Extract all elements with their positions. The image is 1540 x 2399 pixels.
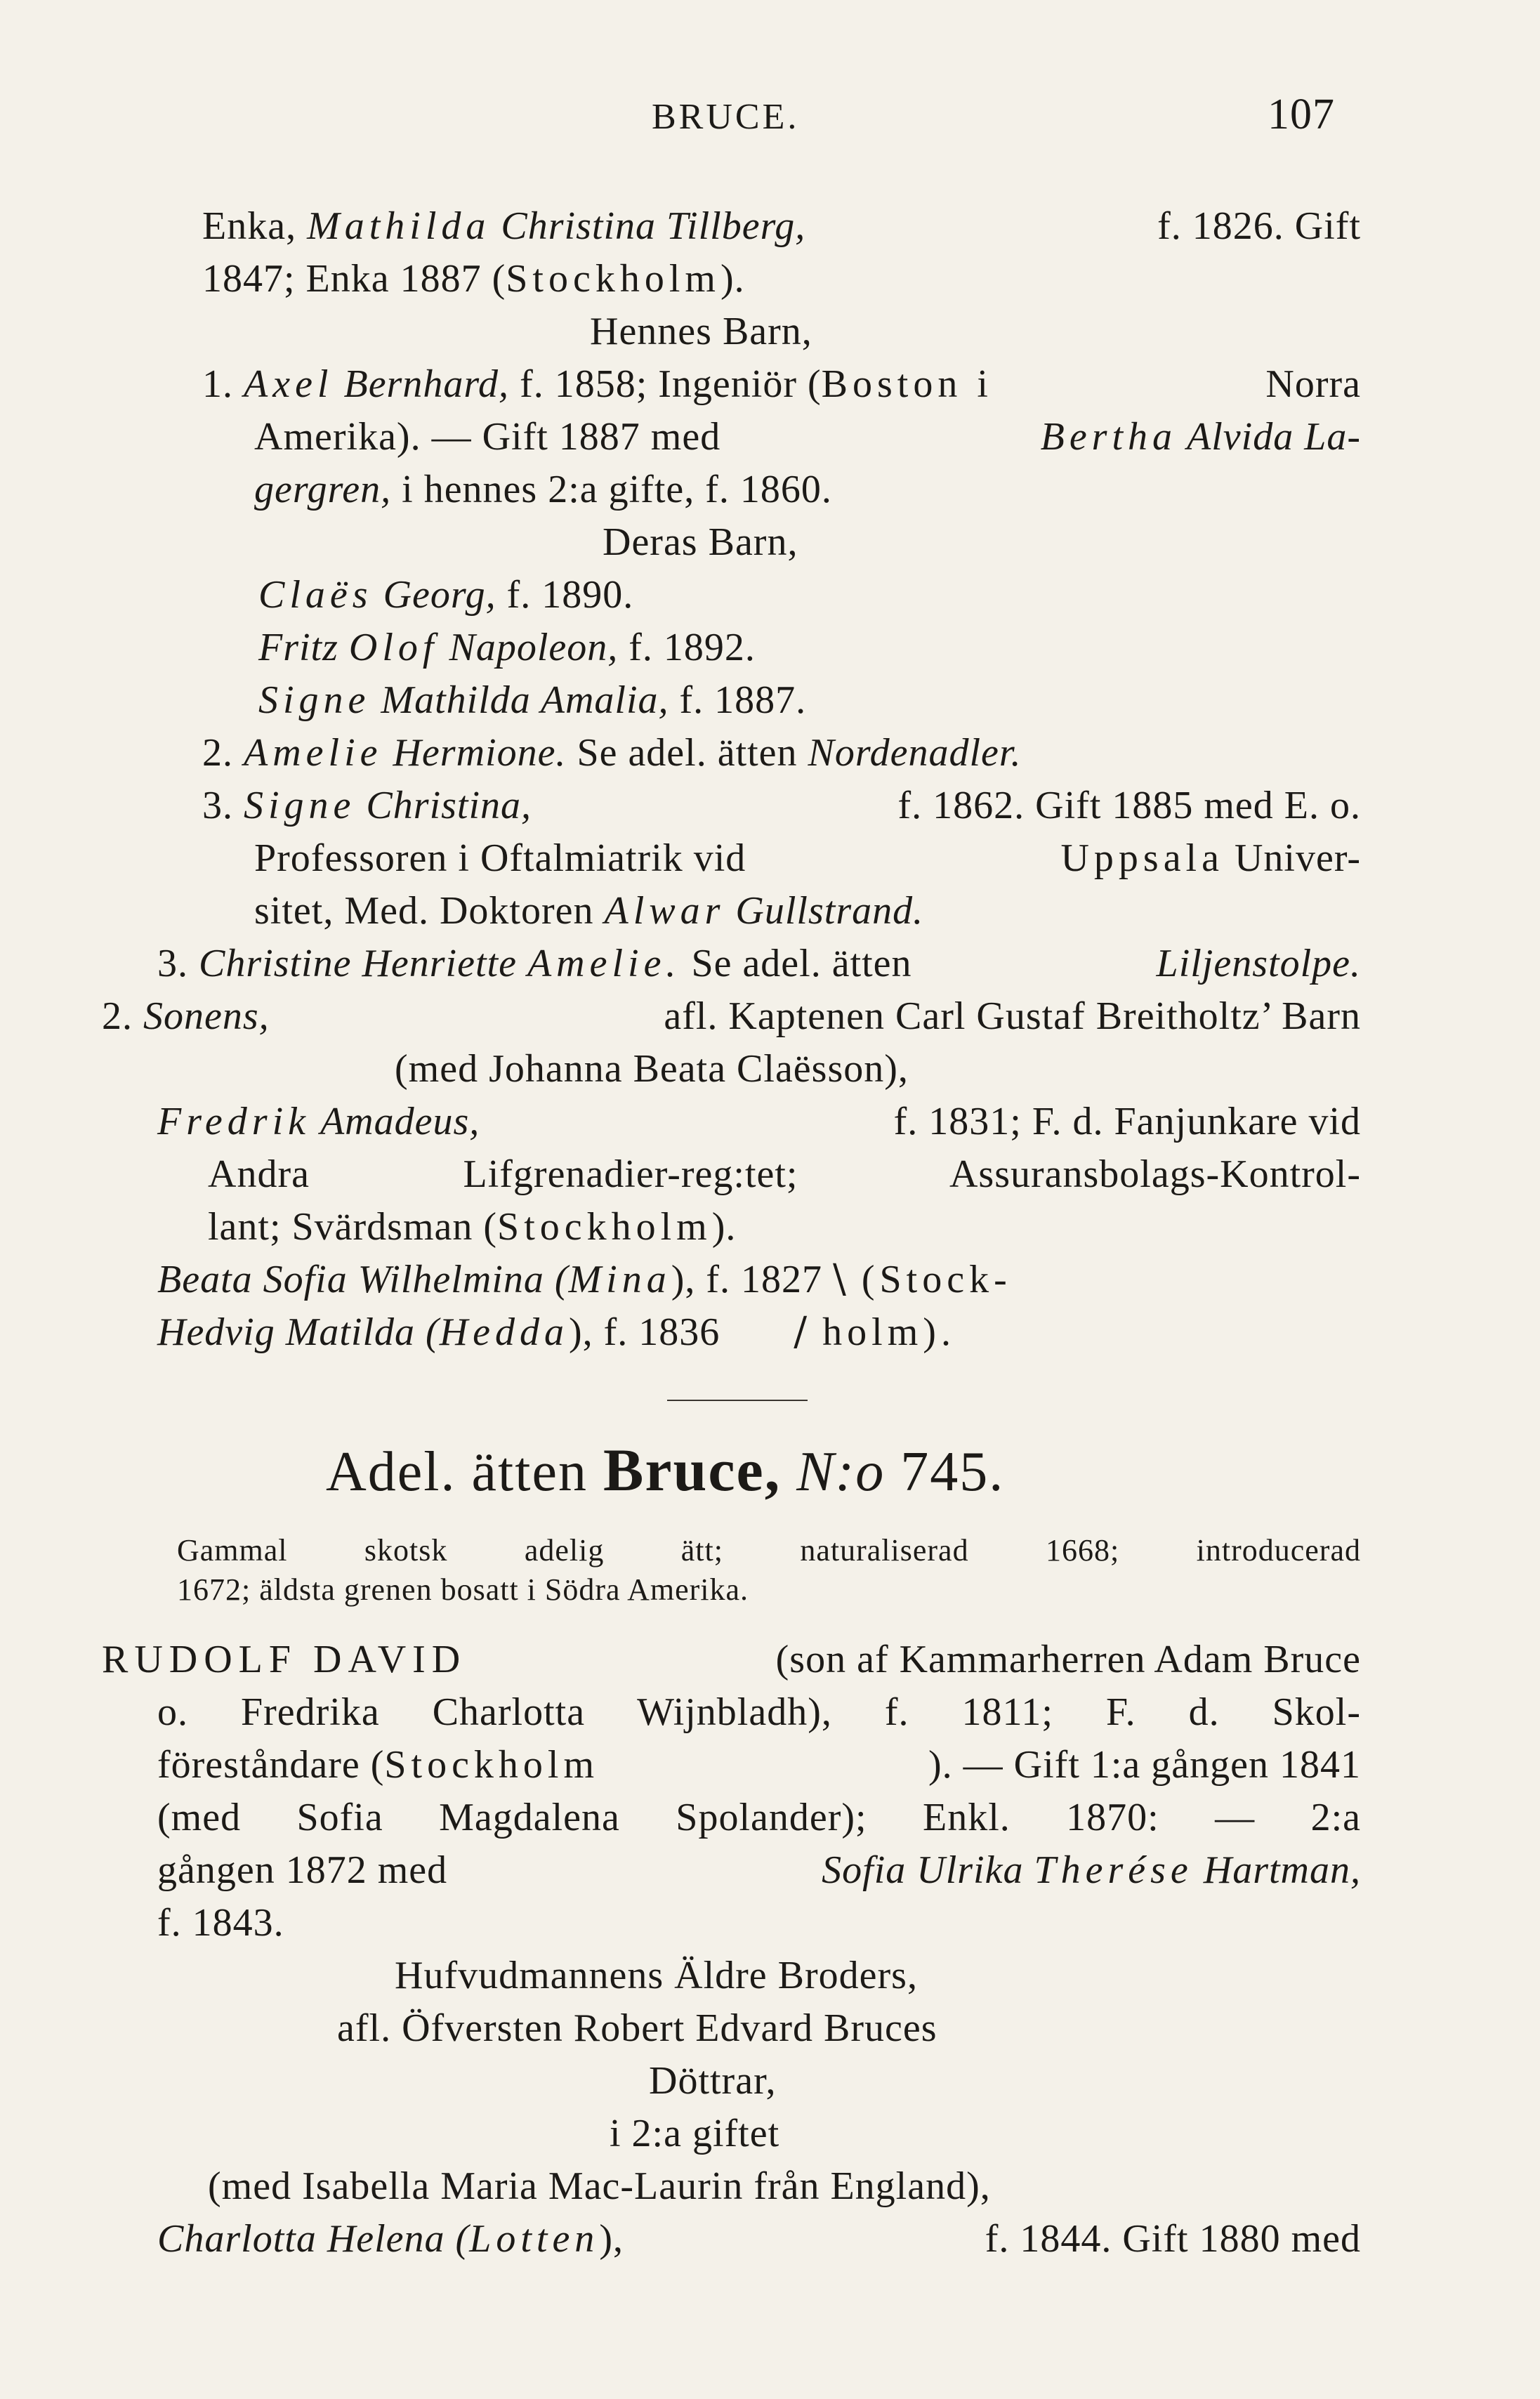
body-line-4: (med Sofia Magdalena Spolander); Enkl. 1870: — 2:a [157,1796,1361,1839]
text-span: f. 1826. Gift [1157,204,1361,248]
text-line-18 [157,1097,1361,1146]
text-span: ), [599,2217,624,2261]
text-span: ), [568,1310,593,1354]
text-span: f. 1836 [593,1310,731,1354]
place-span: Boston i [821,362,993,406]
text-span: ), [671,1258,696,1301]
text-span: ). — Gift 1:a gången 1841 [928,1743,1361,1787]
heading-text: Adel. ätten [326,1441,603,1503]
text-span: (son af Kammarherren Adam Bruce [775,1638,1361,1681]
name-span: Alwar [604,889,725,933]
text-span: i hennes 2:a gifte, f. 1860. [391,468,832,511]
name-span: Amelie [244,731,383,775]
body-line-10: i 2:a giftet [610,2112,780,2155]
text-span: f. 1858; Ingeniör ( [509,362,822,406]
text-span: f. 1827 [695,1258,834,1301]
name-span: Claës [258,573,373,617]
text-line-13 [254,834,1361,883]
text-line-22 [157,1308,956,1357]
text-line-11 [202,728,1021,777]
text-span: Amerika). — Gift 1887 med [254,415,721,459]
text-span: 2. [102,994,143,1038]
name-span: Christina, [355,784,532,827]
body-line-8: afl. Öfversten Robert Edvard Bruces [337,2006,937,2050]
name-span: Christine Henriette [199,942,527,985]
text-line-1 [202,202,1361,251]
text-span: afl. Kaptenen Carl Gustaf Breitholtz’ Barn [664,994,1361,1038]
text-line-5 [254,412,1361,461]
text-span: Norra [1265,362,1361,406]
text-line-7: Deras Barn, [603,520,798,564]
name-span: Hartman, [1192,1848,1361,1892]
section-divider [667,1400,808,1401]
body-line-5 [157,1846,1361,1895]
text-line-2 [202,254,745,303]
text-span: 3. [202,784,244,827]
text-span: Se adel. ätten [566,731,808,775]
text-span: gången 1872 med [157,1848,448,1892]
place-span: Stockholm [497,1205,712,1249]
text-span: sitet, Med. Doktoren [254,889,605,933]
heading-number: 745. [885,1441,1005,1503]
text-line-16 [102,992,1361,1041]
name-span: Mathilda Amalia, [370,678,669,722]
place-span: Stockholm [506,257,720,301]
text-span: f. 1887. [669,678,807,722]
text-line-6 [254,465,832,514]
name-span: Bertha [1040,415,1178,459]
text-span: Se adel. ätten [680,942,912,985]
body-line-12 [157,2214,1361,2263]
name-span: Hedda [439,1310,569,1354]
text-line-21 [157,1255,1012,1304]
text-line-8 [258,570,633,619]
text-span: föreståndare ( [157,1743,385,1787]
section-intro-2: 1672; äldsta grenen bosatt i Södra Amerika. [177,1572,749,1607]
name-span: Charlotta Helena ( [157,2217,470,2261]
body-line-11: (med Isabella Maria Mac-Laurin från England), [208,2164,991,2208]
text-span: 1847; Enka 1887 ( [202,257,506,301]
place-span: holm). [808,1310,956,1354]
name-span: Lotten [469,2217,600,2261]
name-span: Amelie. [527,942,681,985]
text-span: f. 1890. [496,573,634,617]
body-line-3 [157,1740,1361,1789]
text-line-14 [254,886,923,935]
text-span: f. 1831; F. d. Fanjunkare vid [893,1100,1361,1143]
name-span: Bernhard, [333,362,510,406]
text-line-10 [258,676,806,725]
name-span: Hermione. [382,731,567,775]
place-span: (Stock- [846,1258,1012,1301]
body-line-1 [102,1635,1361,1684]
text-span: f. 1844. Gift 1880 med [985,2217,1361,2261]
name-span: Nordenadler. [808,731,1022,775]
text-span: f. 1892. [618,626,756,669]
name-span: Gullstrand. [725,889,924,933]
text-span: Professoren i Oftalmiatrik vid [254,836,746,880]
brace-glyph: \ [833,1256,847,1302]
text-span: Enka, [202,204,308,248]
name-span: Sonens, [143,994,270,1038]
text-line-12 [202,781,1361,830]
place-span: Uppsala [1060,836,1224,880]
name-span: gergren, [254,468,392,511]
text-line-17: (med Johanna Beata Claësson), [395,1047,909,1091]
name-span: Napoleon, [438,626,619,669]
name-span: Signe [244,784,356,827]
name-span: Georg, [372,573,496,617]
body-line-9: Döttrar, [649,2059,777,2103]
brace-glyph: / [794,1309,808,1355]
name-span: Signe [258,678,371,722]
name-span: Amadeus, [310,1100,480,1143]
name-span: Alvida La- [1177,415,1361,459]
name-span: Beata Sofia Wilhelmina ( [157,1258,569,1301]
body-line-2: o. Fredrika Charlotta Wijnbladh), f. 1811; F. d. Skol- [157,1690,1361,1734]
name-span: Sofia Ulrika [822,1848,1034,1892]
body-line-6: f. 1843. [157,1901,284,1945]
name-span: Hedvig Matilda ( [157,1310,440,1354]
text-line-19: Andra Lifgrenadier-reg:tet; Assuransbolags-Kontrol- [208,1152,1361,1196]
text-span: 3. [157,942,199,985]
body-line-7: Hufvudmannens Äldre Broders, [395,1954,918,1997]
name-span: Therése [1034,1848,1193,1892]
heading-number-label: N:o [781,1441,886,1503]
text-span: 1. [202,362,244,406]
name-span: Christina Tillberg, [490,204,806,248]
text-span: ). [711,1205,737,1249]
name-span: Axel [244,362,334,406]
page-number: 107 [1268,91,1335,138]
text-span: f. 1862. Gift 1885 med E. o. [897,784,1361,827]
family-name: Bruce, [603,1436,782,1504]
text-span: ). [720,257,745,301]
name-span: Mina [568,1258,671,1301]
text-line-4 [202,360,1361,409]
text-line-20 [208,1202,736,1251]
section-heading [326,1438,1004,1504]
text-span: 2. [202,731,244,775]
place-span: Stockholm [384,1743,600,1787]
name-span: Mathilda [307,204,491,248]
name-span: Fritz [258,626,349,669]
text-line-9 [258,623,756,672]
text-span: lant; Svärdsman ( [208,1205,498,1249]
name-span: Fredrik [157,1100,310,1143]
text-line-15 [157,939,1361,988]
running-title: BRUCE. [652,97,800,137]
section-intro-1: Gammal skotsk adelig ätt; naturaliserad 1668; introducerad [177,1533,1361,1567]
text-span: Univer- [1223,836,1361,880]
person-name: RUDOLF DAVID [102,1638,467,1681]
name-span: Olof [348,626,439,669]
text-line-3: Hennes Barn, [590,310,812,353]
name-span: Liljenstolpe. [1156,942,1361,985]
